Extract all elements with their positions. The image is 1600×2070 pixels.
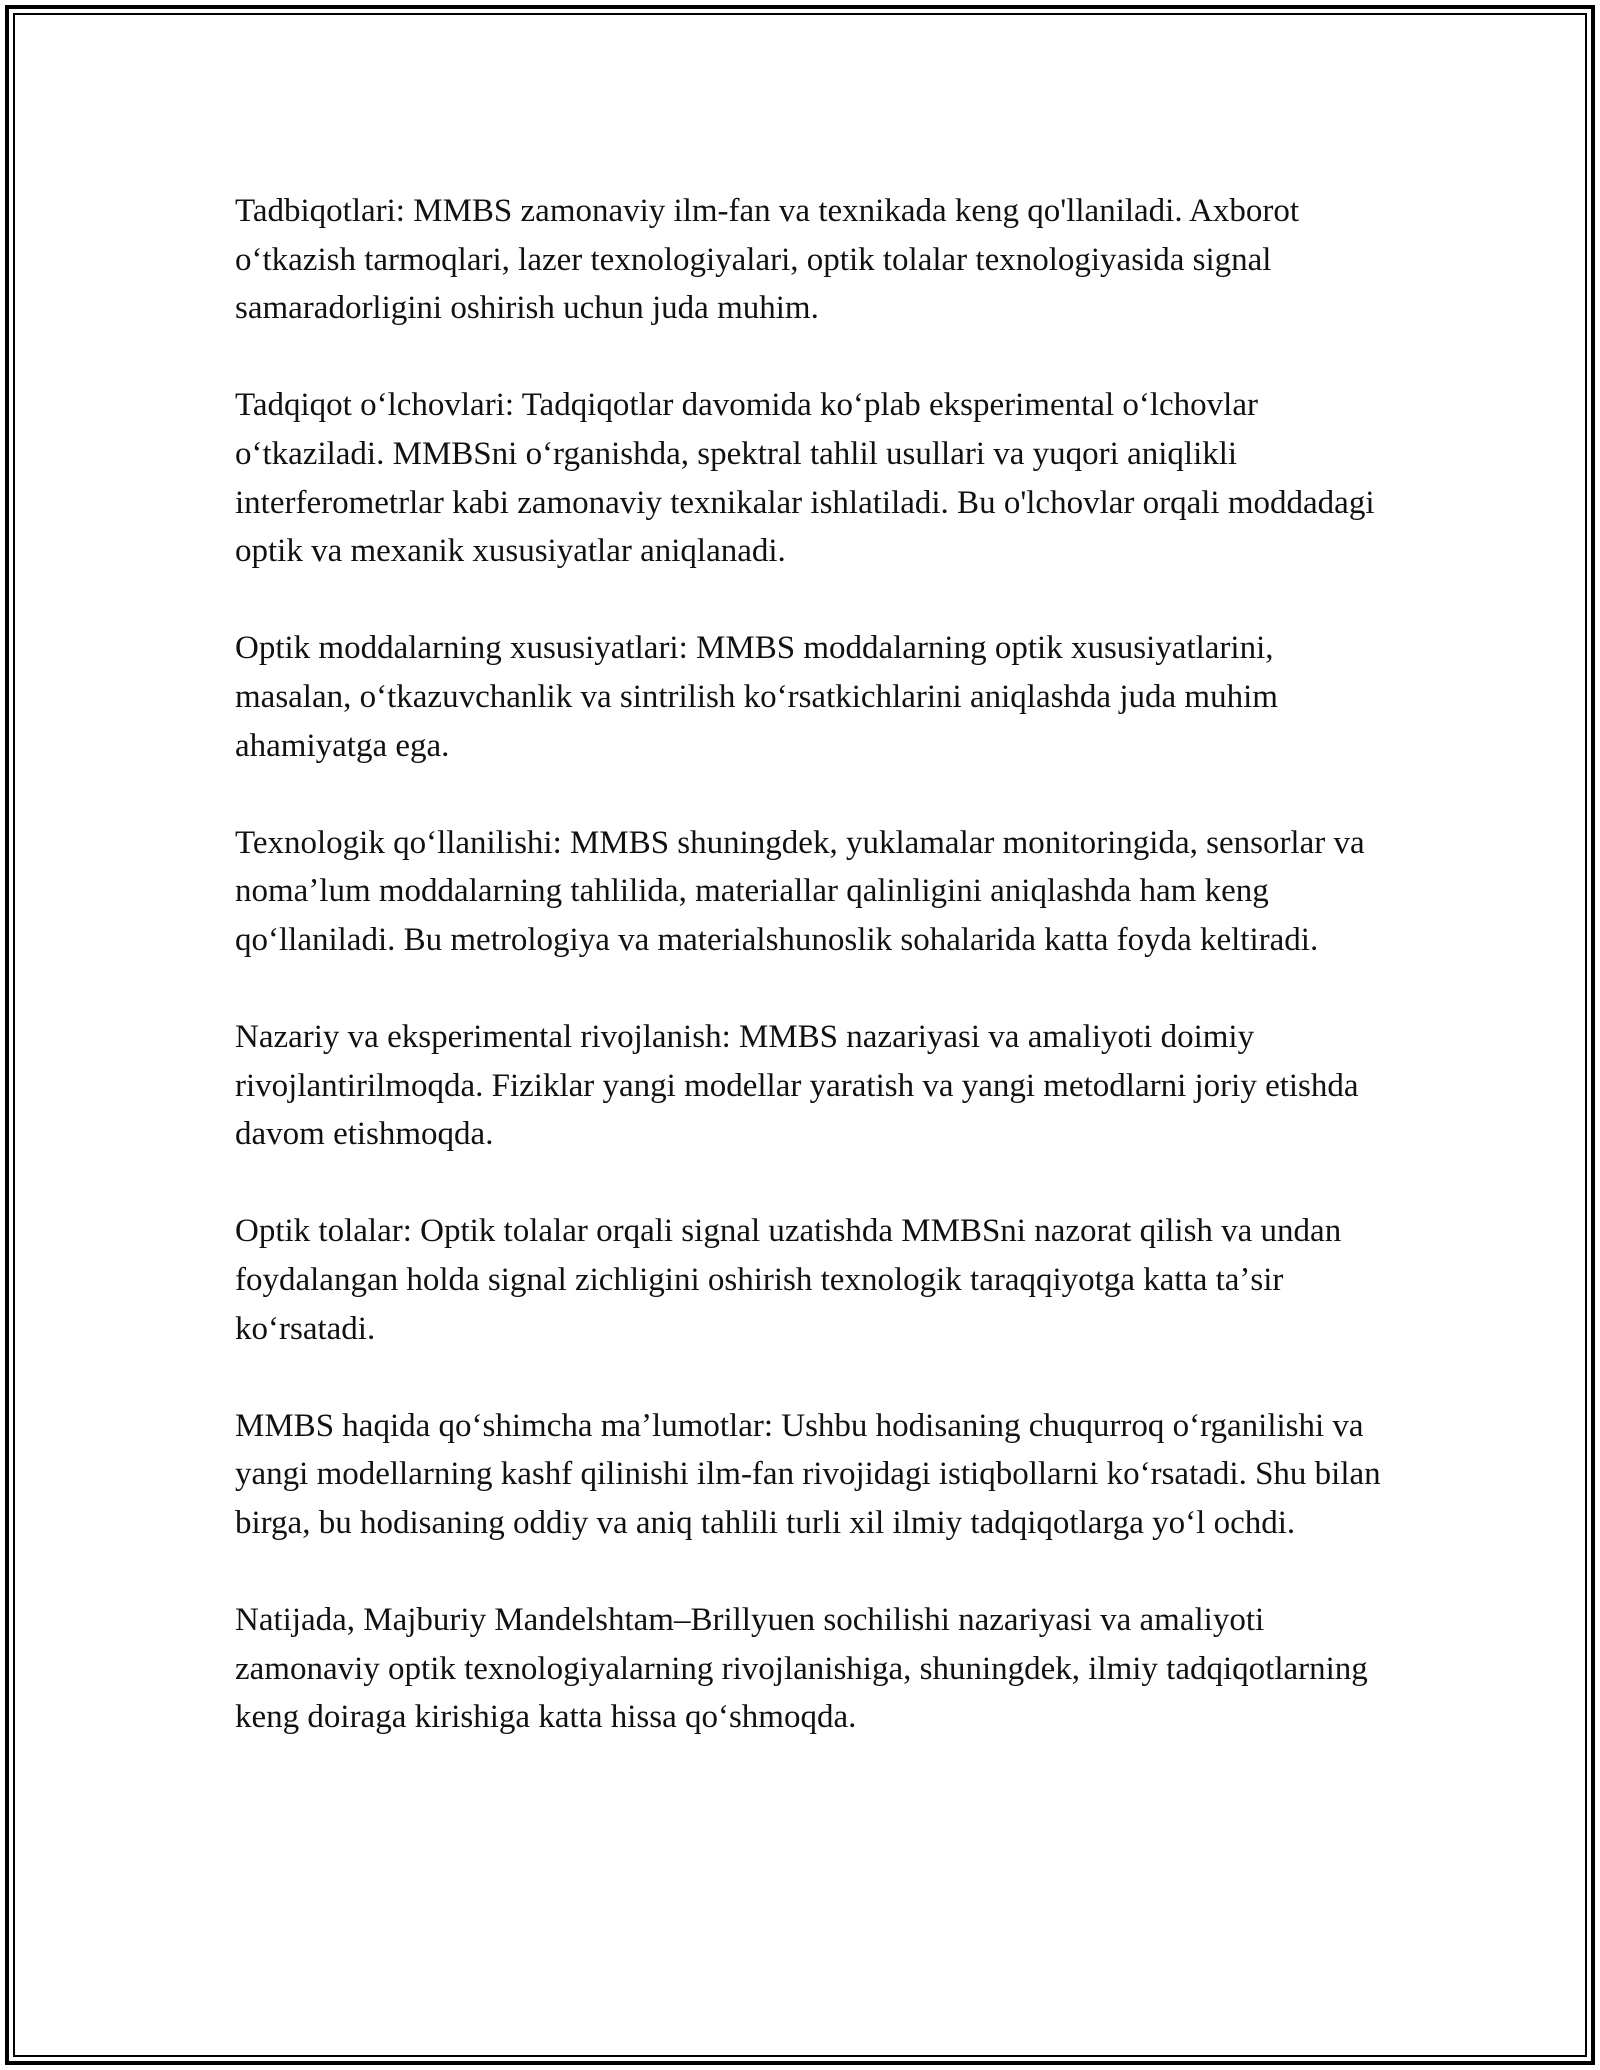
- paragraph-applications: Tadbiqotlari: MMBS zamonaviy ilm-fan va texnikada keng qo'llaniladi. Axborot oʻtkazish tarmoqlari, lazer texnologiyalari, optik tolalar texnologiyasida signal samaradorligini oshirish uchun juda muhim.: [235, 193, 1300, 327]
- paragraph-research-measurements: Tadqiqot oʻlchovlari: Tadqiqotlar davomida koʻplab eksperimental oʻlchovlar oʻtkaziladi. MMBSni oʻrganishda, spektral tahlil usullari va yuqori aniqlikli interferometrlar kabi zamonaviy texnikalar ishlatiladi. Bu o'lchovlar orqali moddadagi optik va mexanik xususiyatlar aniqlanadi.: [235, 387, 1375, 570]
- paragraph-technological-use: Texnologik qoʻllanilishi: MMBS shuningdek, yuklamalar monitoringida, sensorlar va nomaʼlum moddalarning tahlilida, materiallar qalinligini aniqlashda ham keng qoʻllaniladi. Bu metrologiya va materialshunoslik sohalarida katta foyda keltiradi.: [235, 824, 1365, 958]
- paragraph-theoretical-development: Nazariy va eksperimental rivojlanish: MMBS nazariyasi va amaliyoti doimiy rivojlantirilmoqda. Fiziklar yangi modellar yaratish va yangi metodlarni joriy etishda davom etishmoqda.: [235, 1019, 1359, 1153]
- paragraph-additional-info: MMBS haqida qoʻshimcha maʼlumotlar: Ushbu hodisaning chuqurroq oʻrganilishi va yangi modellarning kashf qilinishi ilm-fan rivojidagi istiqbollarni koʻrsatadi. Shu bilan birga, bu hodisaning oddiy va aniq tahlili turli xil ilmiy tadqiqotlarga yoʻl ochdi.: [235, 1407, 1381, 1542]
- paragraph-conclusion: Natijada, Majburiy Mandelshtam–Brillyuen sochilishi nazariyasi va amaliyoti zamonaviy optik texnologiyalarning rivojlanishiga, shuningdek, ilmiy tadqiqotlarning keng doiraga kirishiga katta hissa qoʻshmoqda.: [235, 1602, 1368, 1736]
- paragraph-optical-fibers: Optik tolalar: Optik tolalar orqali signal uzatishda MMBSni nazorat qilish va undan foydalangan holda signal zichligini oshirish texnologik taraqqiyotga katta taʼsir koʻrsatadi.: [235, 1213, 1342, 1347]
- paragraph-optical-properties: Optik moddalarning xususiyatlari: MMBS moddalarning optik xususiyatlarini, masalan, oʻtkazuvchanlik va sintrilish koʻrsatkichlarini aniqlashda juda muhim ahamiyatga ega.: [235, 630, 1278, 764]
- document-body: [235, 187, 1395, 1742]
